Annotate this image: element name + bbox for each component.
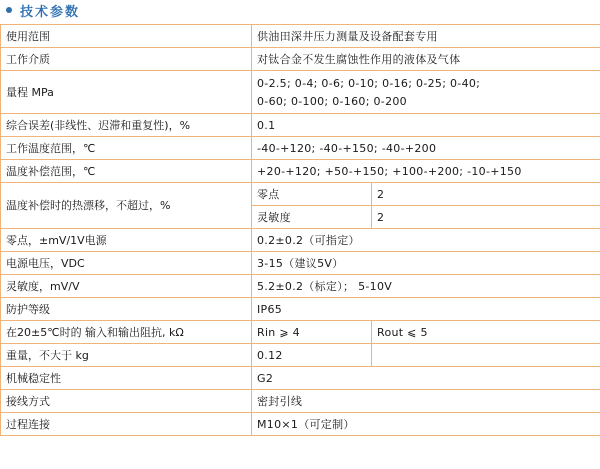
- sens-value: 5.2±0.2（标定）； 5-10V: [252, 275, 600, 298]
- weight-empty-cell: [372, 344, 600, 367]
- op-temp-label: 工作温度范围，℃: [1, 137, 252, 160]
- stability-value: G2: [252, 367, 600, 390]
- error-label: 综合误差(非线性、迟滞和重复性)，%: [1, 114, 252, 137]
- table-row: [1, 321, 600, 344]
- stability-label: 机械稳定性: [1, 367, 252, 390]
- medium-value: 对钛合金不发生腐蚀性作用的液体及气体: [252, 48, 600, 71]
- table-row: [1, 160, 600, 183]
- weight-label: 重量，不大于 kg: [1, 344, 252, 367]
- zero-label: 零点，±mV/1V电源: [1, 229, 252, 252]
- supply-label: 电源电压，VDC: [1, 252, 252, 275]
- range-value: [252, 71, 600, 114]
- table-row: [1, 114, 600, 137]
- usage-label: 使用范围: [1, 25, 252, 48]
- supply-value: 3-15（建议5V）: [252, 252, 600, 275]
- drift-zero-value: 2: [372, 183, 600, 206]
- table-row: [1, 390, 600, 413]
- table-row: [1, 71, 600, 114]
- connection-label: 过程连接: [1, 413, 252, 436]
- impedance-out-value: Rout ⩽ 5: [372, 321, 600, 344]
- wiring-label: 接线方式: [1, 390, 252, 413]
- range-value-line2: 0-60; 0-100; 0-160; 0-200: [257, 94, 407, 108]
- connection-value: M10×1（可定制）: [252, 413, 600, 436]
- table-row: [1, 137, 600, 160]
- table-row: [1, 298, 600, 321]
- section-heading: [4, 0, 80, 20]
- usage-value: 供油田深井压力测量及设备配套专用: [252, 25, 600, 48]
- drift-sens-value: 2: [372, 206, 600, 229]
- section-title: 技术参数: [20, 4, 81, 20]
- table-row: [1, 229, 600, 252]
- table-row: [1, 252, 600, 275]
- table-row: [1, 183, 600, 206]
- drift-label: 温度补偿时的热漂移，不超过，%: [1, 183, 252, 229]
- wiring-value: 密封引线: [252, 390, 600, 413]
- op-temp-value: -40-+120; -40-+150; -40-+200: [252, 137, 600, 160]
- drift-sens-label: 灵敏度: [252, 206, 372, 229]
- error-value: 0.1: [252, 114, 600, 137]
- spec-table: [0, 24, 600, 436]
- impedance-label: 在20±5℃时的 输入和输出阻抗, kΩ: [1, 321, 252, 344]
- range-value-line1: 0-2.5; 0-4; 0-6; 0-10; 0-16; 0-25; 0-40;: [257, 76, 481, 90]
- protection-value: IP65: [252, 298, 600, 321]
- table-row: [1, 48, 600, 71]
- comp-temp-label: 温度补偿范围，℃: [1, 160, 252, 183]
- weight-value: 0.12: [252, 344, 372, 367]
- protection-label: 防护等级: [1, 298, 252, 321]
- zero-value: 0.2±0.2（可指定）: [252, 229, 600, 252]
- range-label: 量程 MPa: [1, 71, 252, 114]
- table-row: [1, 344, 600, 367]
- table-row: [1, 25, 600, 48]
- table-row: [1, 275, 600, 298]
- sens-label: 灵敏度，mV/V: [1, 275, 252, 298]
- table-row: [1, 413, 600, 436]
- table-row: [1, 367, 600, 390]
- drift-zero-label: 零点: [252, 183, 372, 206]
- bullet-icon: [6, 7, 12, 13]
- medium-label: 工作介质: [1, 48, 252, 71]
- comp-temp-value: +20-+120; +50-+150; +100-+200; -10-+150: [252, 160, 600, 183]
- impedance-in-value: Rin ⩾ 4: [252, 321, 372, 344]
